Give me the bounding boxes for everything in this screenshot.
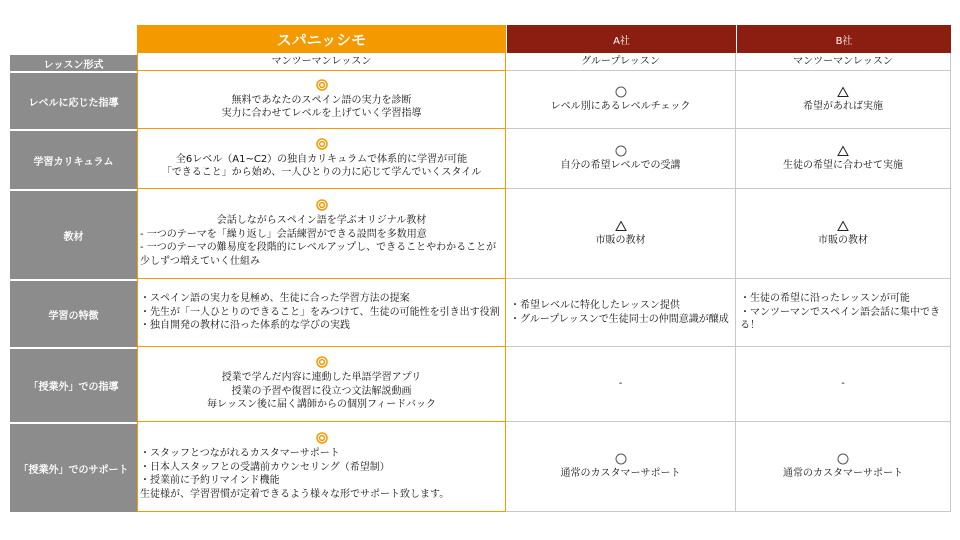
- a-text: ・グループレッスンで生徒同士の仲間意識が醸成: [510, 313, 729, 325]
- main-materials: [137, 189, 506, 279]
- main-text: ・スタッフとつながれるカスタマーサポート: [140, 448, 340, 459]
- a-features: [506, 279, 736, 347]
- a-text: 市販の教材: [595, 234, 646, 246]
- header-company-a: A社: [506, 25, 736, 53]
- b-text: -: [841, 378, 845, 390]
- row-label-outside-support: 「授業外」でのサポート: [10, 422, 137, 512]
- main-text: ・先生が「一人ひとりのできること」をみつけて、生徒の可能性を引き出す役割: [140, 306, 500, 318]
- main-level-guidance: [137, 71, 506, 129]
- b-text: 通常のカスタマーサポート: [783, 467, 903, 479]
- main-text: - 一つのテーマの難易度を段階的にレベルアップし、できることやわかることが少しずつ増えていく仕組み: [140, 242, 497, 267]
- b-materials: [736, 189, 951, 279]
- main-text: ・日本人スタッフとの受講前カウンセリング（希望制）: [140, 461, 390, 473]
- b-text: 希望があれば実施: [803, 100, 883, 112]
- a-lesson-format: [506, 53, 736, 71]
- main-features: [137, 279, 506, 347]
- row-label-features: 学習の特徴: [10, 279, 137, 347]
- row-label-outside-guidance: 「授業外」での指導: [10, 347, 137, 422]
- b-curriculum: [736, 129, 951, 189]
- a-text: -: [618, 378, 623, 390]
- b-outside-support: [736, 422, 951, 512]
- main-text: 授業の予習や復習に役立つ文法解説動画: [231, 385, 412, 397]
- a-text: 通常のカスタマーサポート: [560, 467, 681, 479]
- main-outside-guidance: [137, 347, 506, 422]
- b-lesson-format: [736, 53, 951, 71]
- a-text: グループレッスン: [581, 55, 660, 67]
- main-text: 授業で学んだ内容に連動した単語学習アプリ: [221, 372, 422, 384]
- triangle-icon: [837, 86, 849, 98]
- row-label-lesson-format: レッスン形式: [10, 53, 137, 71]
- double-circle-icon: [316, 138, 328, 150]
- a-curriculum: [506, 129, 736, 189]
- a-text: ・希望レベルに特化したレッスン提供: [510, 300, 680, 311]
- a-materials: [506, 189, 736, 279]
- b-text: 市販の教材: [818, 234, 868, 246]
- circle-icon: [837, 453, 849, 465]
- main-outside-support: [137, 422, 506, 512]
- a-text: 自分の希望レベルでの受講: [560, 159, 681, 171]
- main-text: ・スペイン語の実力を見極め、生徒に合った学習方法の提案: [140, 293, 410, 305]
- row-label-materials: 教材: [10, 189, 137, 279]
- b-text: マンツーマンレッスン: [793, 55, 893, 67]
- main-curriculum: [137, 129, 506, 189]
- triangle-icon: [837, 220, 849, 232]
- main-text: 無料であなたのスペイン語の実力を診断: [231, 94, 412, 106]
- main-text: 生徒様が、学習習慣が定着できるよう様々な形でサポート致します。: [140, 488, 450, 500]
- comparison-table: [10, 25, 951, 512]
- b-level-guidance: [736, 71, 951, 129]
- row-label-curriculum: 学習カリキュラム: [10, 129, 137, 189]
- a-outside-guidance: [506, 347, 736, 422]
- row-label-level-guidance: レベルに応じた指導: [10, 71, 137, 129]
- circle-icon: [615, 453, 627, 465]
- main-text: ・授業前に予約リマインド機能: [140, 475, 280, 486]
- double-circle-icon: [316, 356, 328, 368]
- circle-icon: [615, 145, 627, 157]
- b-features: [736, 279, 951, 347]
- main-text: 「できること」から始め、一人ひとりの力に応じて学んでいくスタイル: [161, 167, 482, 178]
- main-text: 実力に合わせてレベルを上げていく学習指導: [221, 108, 422, 119]
- main-text: ・独自開発の教材に沿った体系的な学びの実践: [140, 320, 350, 332]
- main-text: - 一つのテーマを「繰り返し」会話練習ができる設問を多数用意: [140, 228, 427, 240]
- main-text: 毎レッスン後に届く講師からの個別フィードバック: [207, 399, 436, 411]
- circle-icon: [615, 86, 627, 98]
- b-outside-guidance: [736, 347, 951, 422]
- main-lesson-format: [137, 53, 506, 71]
- header-main-brand: スパニッシモ: [137, 25, 506, 53]
- b-text: 生徒の希望に合わせて実施: [783, 159, 903, 171]
- main-text: 全6レベル（A1~C2）の独自カリキュラムで体系的に学習が可能: [175, 153, 468, 165]
- main-text: マンツーマンレッスン: [271, 55, 372, 67]
- main-text: 会話しながらスペイン語を学ぶオリジナル教材: [216, 215, 427, 226]
- b-text: ・生徒の希望に沿ったレッスンが可能: [740, 293, 910, 305]
- a-level-guidance: [506, 71, 736, 129]
- a-text: レベル別にあるレベルチェック: [550, 100, 691, 112]
- double-circle-icon: [316, 199, 328, 211]
- a-outside-support: [506, 422, 736, 512]
- double-circle-icon: [316, 432, 328, 444]
- triangle-icon: [615, 220, 627, 232]
- header-company-b: B社: [736, 25, 951, 53]
- header-blank: [10, 25, 137, 53]
- triangle-icon: [837, 145, 849, 157]
- double-circle-icon: [316, 79, 328, 91]
- b-text: ・マンツーマンでスペイン語会話に集中できる！: [740, 306, 940, 332]
